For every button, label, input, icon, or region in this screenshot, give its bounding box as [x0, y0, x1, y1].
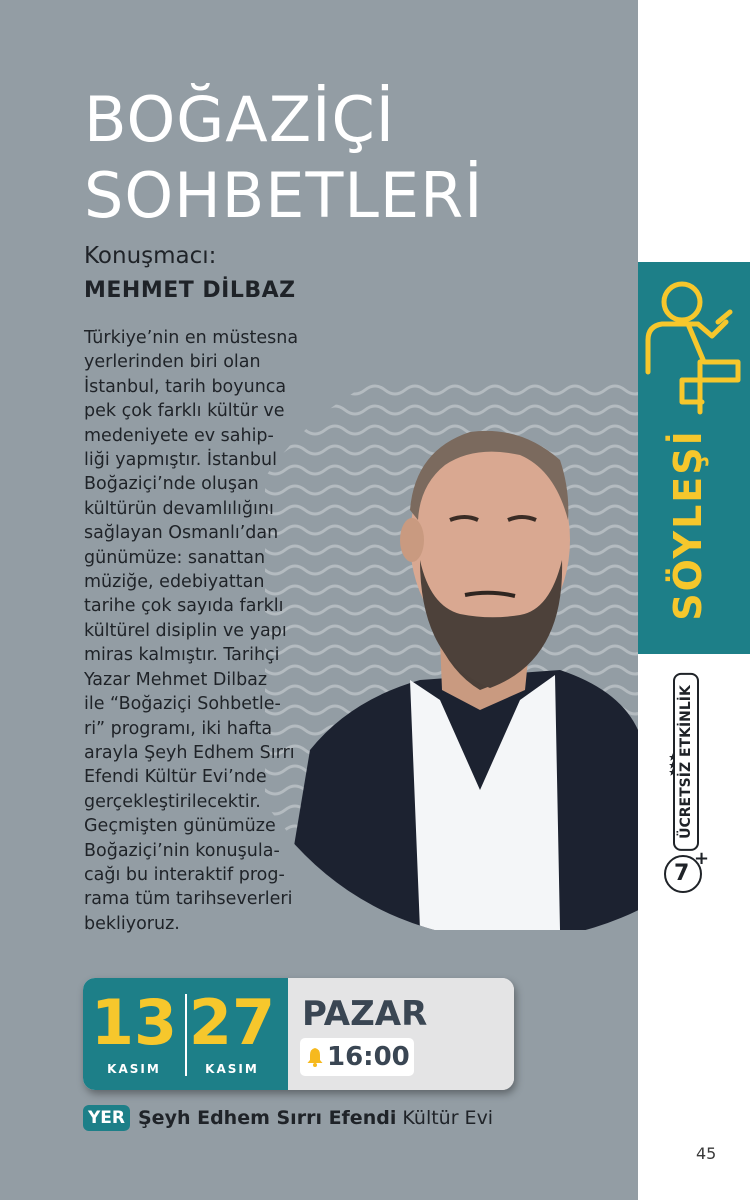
description-line: ile “Boğaziçi Sohbetle- [84, 694, 281, 715]
description-line: Türkiye’nin en müstesna [84, 328, 299, 348]
description-line: ri” programı, iki hafta [84, 718, 273, 739]
description-line: Efendi Kültür Evi’nde [84, 767, 267, 788]
age-rating-value: 7 [674, 861, 690, 886]
description-line: sağlayan Osmanlı’dan [84, 523, 279, 544]
description-line: Boğaziçi’nde oluşan [84, 474, 259, 495]
venue-badge: YER [83, 1105, 130, 1131]
description-line: kültürün devamlılığını [84, 498, 274, 519]
time-box [300, 1038, 414, 1076]
description-line: Yazar Mehmet Dilbaz [84, 669, 268, 690]
bell-icon [306, 1047, 324, 1067]
time-block [288, 978, 514, 1090]
description-line: pek çok farklı kültür ve [84, 401, 285, 422]
date-block [83, 978, 288, 1090]
speaker-podium-icon [638, 262, 750, 422]
description-line: Boğaziçi’nin konuşula- [84, 840, 280, 861]
category-label: SÖYLEŞİ [666, 429, 710, 621]
date-month-1: KASIM [107, 1062, 161, 1076]
description-line: tarihe çok sayıda farklı [84, 596, 284, 617]
date-day-2: 27 [188, 986, 276, 1059]
description-line: bekliyoruz. [84, 913, 180, 934]
weekday: PAZAR [302, 994, 428, 1034]
description-line: medeniyete ev sahip- [84, 425, 274, 446]
description-line: Geçmişten günümüze [84, 816, 276, 837]
date-month-2: KASIM [205, 1062, 259, 1076]
description-line: kültürel disiplin ve yapı [84, 620, 287, 641]
description-line: arayla Şeyh Edhem Sırrı [84, 742, 295, 763]
description-line: gerçekleştirilecektir. [84, 791, 261, 812]
free-event-badge: ÜCRETSİZ ETKİNLİK [673, 673, 699, 851]
date-day-1: 13 [90, 986, 178, 1059]
speaker-name: MEHMET DİLBAZ [84, 278, 296, 303]
venue-name-bold: Şeyh Edhem Sırrı Efendi [138, 1107, 397, 1129]
description-line: müziğe, edebiyattan [84, 572, 265, 593]
description-line: cağı bu interaktif prog- [84, 864, 285, 885]
event-description [84, 326, 316, 936]
event-time: 16:00 [327, 1042, 410, 1072]
speaker-photo [270, 370, 638, 930]
venue-name [138, 1107, 493, 1129]
venue-name-rest: Kültür Evi [396, 1107, 494, 1129]
description-line: yerlerinden biri olan [84, 352, 261, 373]
description-line: liği yapmıştır. İstanbul [84, 450, 277, 471]
event-title-line-1: BOĞAZİÇİ [84, 83, 396, 156]
page-number: 45 [696, 1144, 717, 1163]
description-line: İstanbul, tarih boyunca [84, 376, 287, 397]
schedule-card [83, 978, 514, 1090]
description-line: günümüze: sanattan [84, 547, 266, 568]
description-line: rama tüm tarihseverleri [84, 889, 293, 910]
event-title [84, 82, 483, 234]
description-line: miras kalmıştır. Tarihçi [84, 645, 280, 666]
event-title-line-2: SOHBETLERİ [84, 159, 484, 232]
speaker-label: Konuşmacı: [84, 243, 217, 269]
age-rating-plus: + [694, 848, 710, 869]
